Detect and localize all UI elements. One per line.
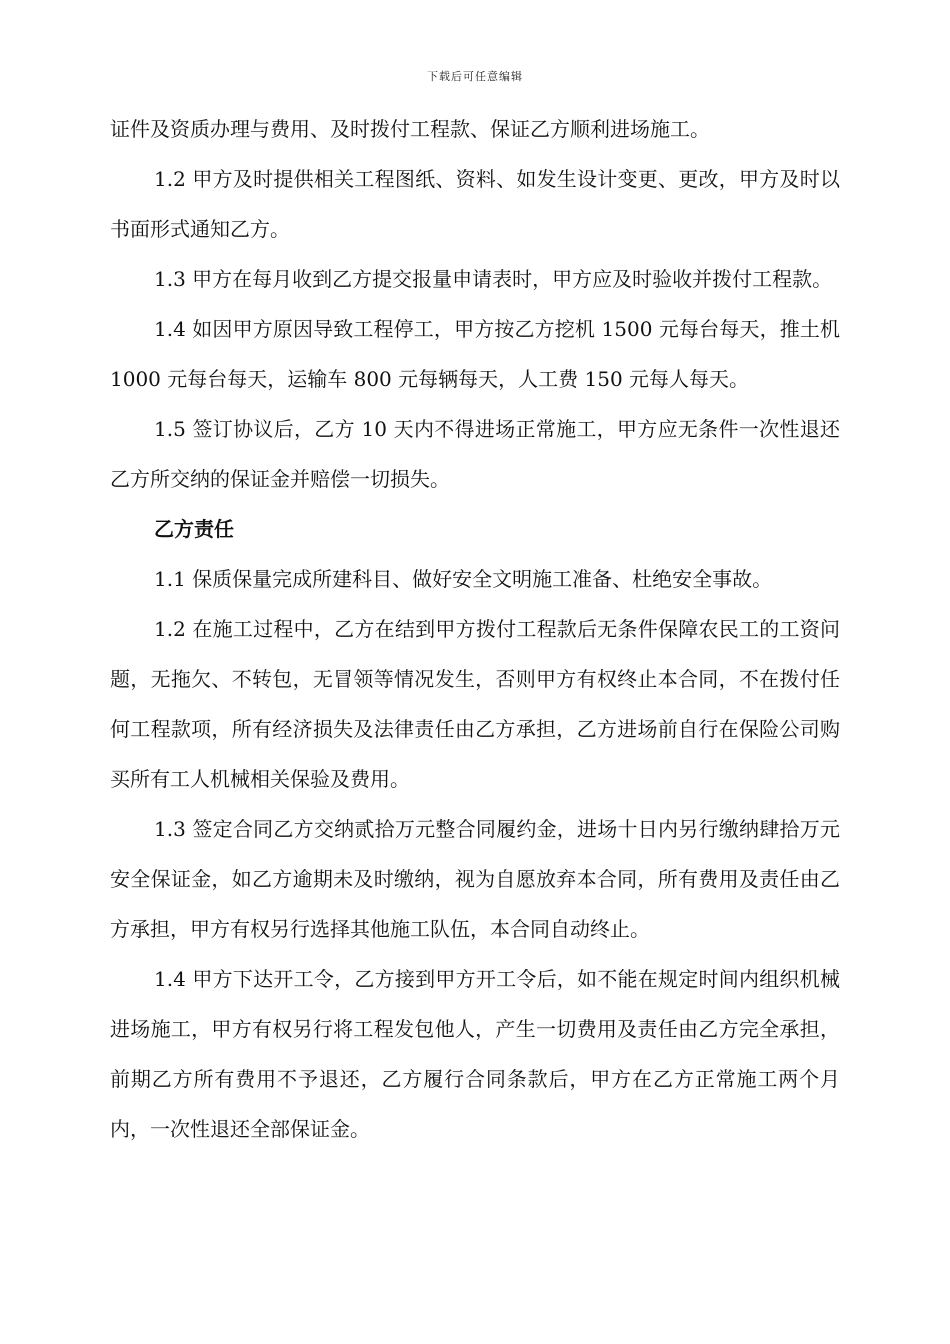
paragraph-party-b-1-2: 1.2 在施工过程中，乙方在结到甲方拨付工程款后无条件保障农民工的工资问题，无拖欠、不转包，无冒领等情况发生，否则甲方有权终止本合同，不在拨付任何工程款项，所有经济损失及法律责任由乙方承担，乙方进场前自行在保险公司购买所有工人机械相关保验及费用。 <box>110 617 840 791</box>
paragraph-continuation: 证件及资质办理与费用、及时拨付工程款、保证乙方顺利进场施工。 <box>110 117 710 141</box>
paragraph-party-a-1-2: 1.2 甲方及时提供相关工程图纸、资料、如发生设计变更、更改，甲方及时以书面形式通知乙方。 <box>110 167 840 241</box>
section-heading-party-b: 乙方责任 <box>154 517 234 541</box>
paragraph-party-b-1-3: 1.3 签定合同乙方交纳贰拾万元整合同履约金，进场十日内另行缴纳肆拾万元安全保证金，如乙方逾期未及时缴纳，视为自愿放弃本合同，所有费用及责任由乙方承担，甲方有权另行选择其他施工队伍，本合同自动终止。 <box>110 817 840 941</box>
paragraph-party-b-1-4: 1.4 甲方下达开工令，乙方接到甲方开工令后，如不能在规定时间内组织机械进场施工，甲方有权另行将工程发包他人，产生一切费用及责任由乙方完全承担，前期乙方所有费用不予退还，乙方履行合同条款后，甲方在乙方正常施工两个月内，一次性退还全部保证金。 <box>110 967 840 1141</box>
paragraph-party-a-1-5: 1.5 签订协议后，乙方 10 天内不得进场正常施工，甲方应无条件一次性退还乙方所交纳的保证金并赔偿一切损失。 <box>110 417 840 491</box>
paragraph-party-a-1-4: 1.4 如因甲方原因导致工程停工，甲方按乙方挖机 1500 元每台每天，推土机 1000 元每台每天，运输车 800 元每辆每天，人工费 150 元每人每天。 <box>110 317 840 391</box>
paragraph-party-a-1-3: 1.3 甲方在每月收到乙方提交报量申请表时，甲方应及时验收并拨付工程款。 <box>154 267 833 291</box>
paragraph-party-b-1-1: 1.1 保质保量完成所建科目、做好安全文明施工准备、杜绝安全事故。 <box>154 567 773 591</box>
document-body <box>110 104 840 1154</box>
page-header: 下载后可任意编辑 <box>427 70 523 83</box>
